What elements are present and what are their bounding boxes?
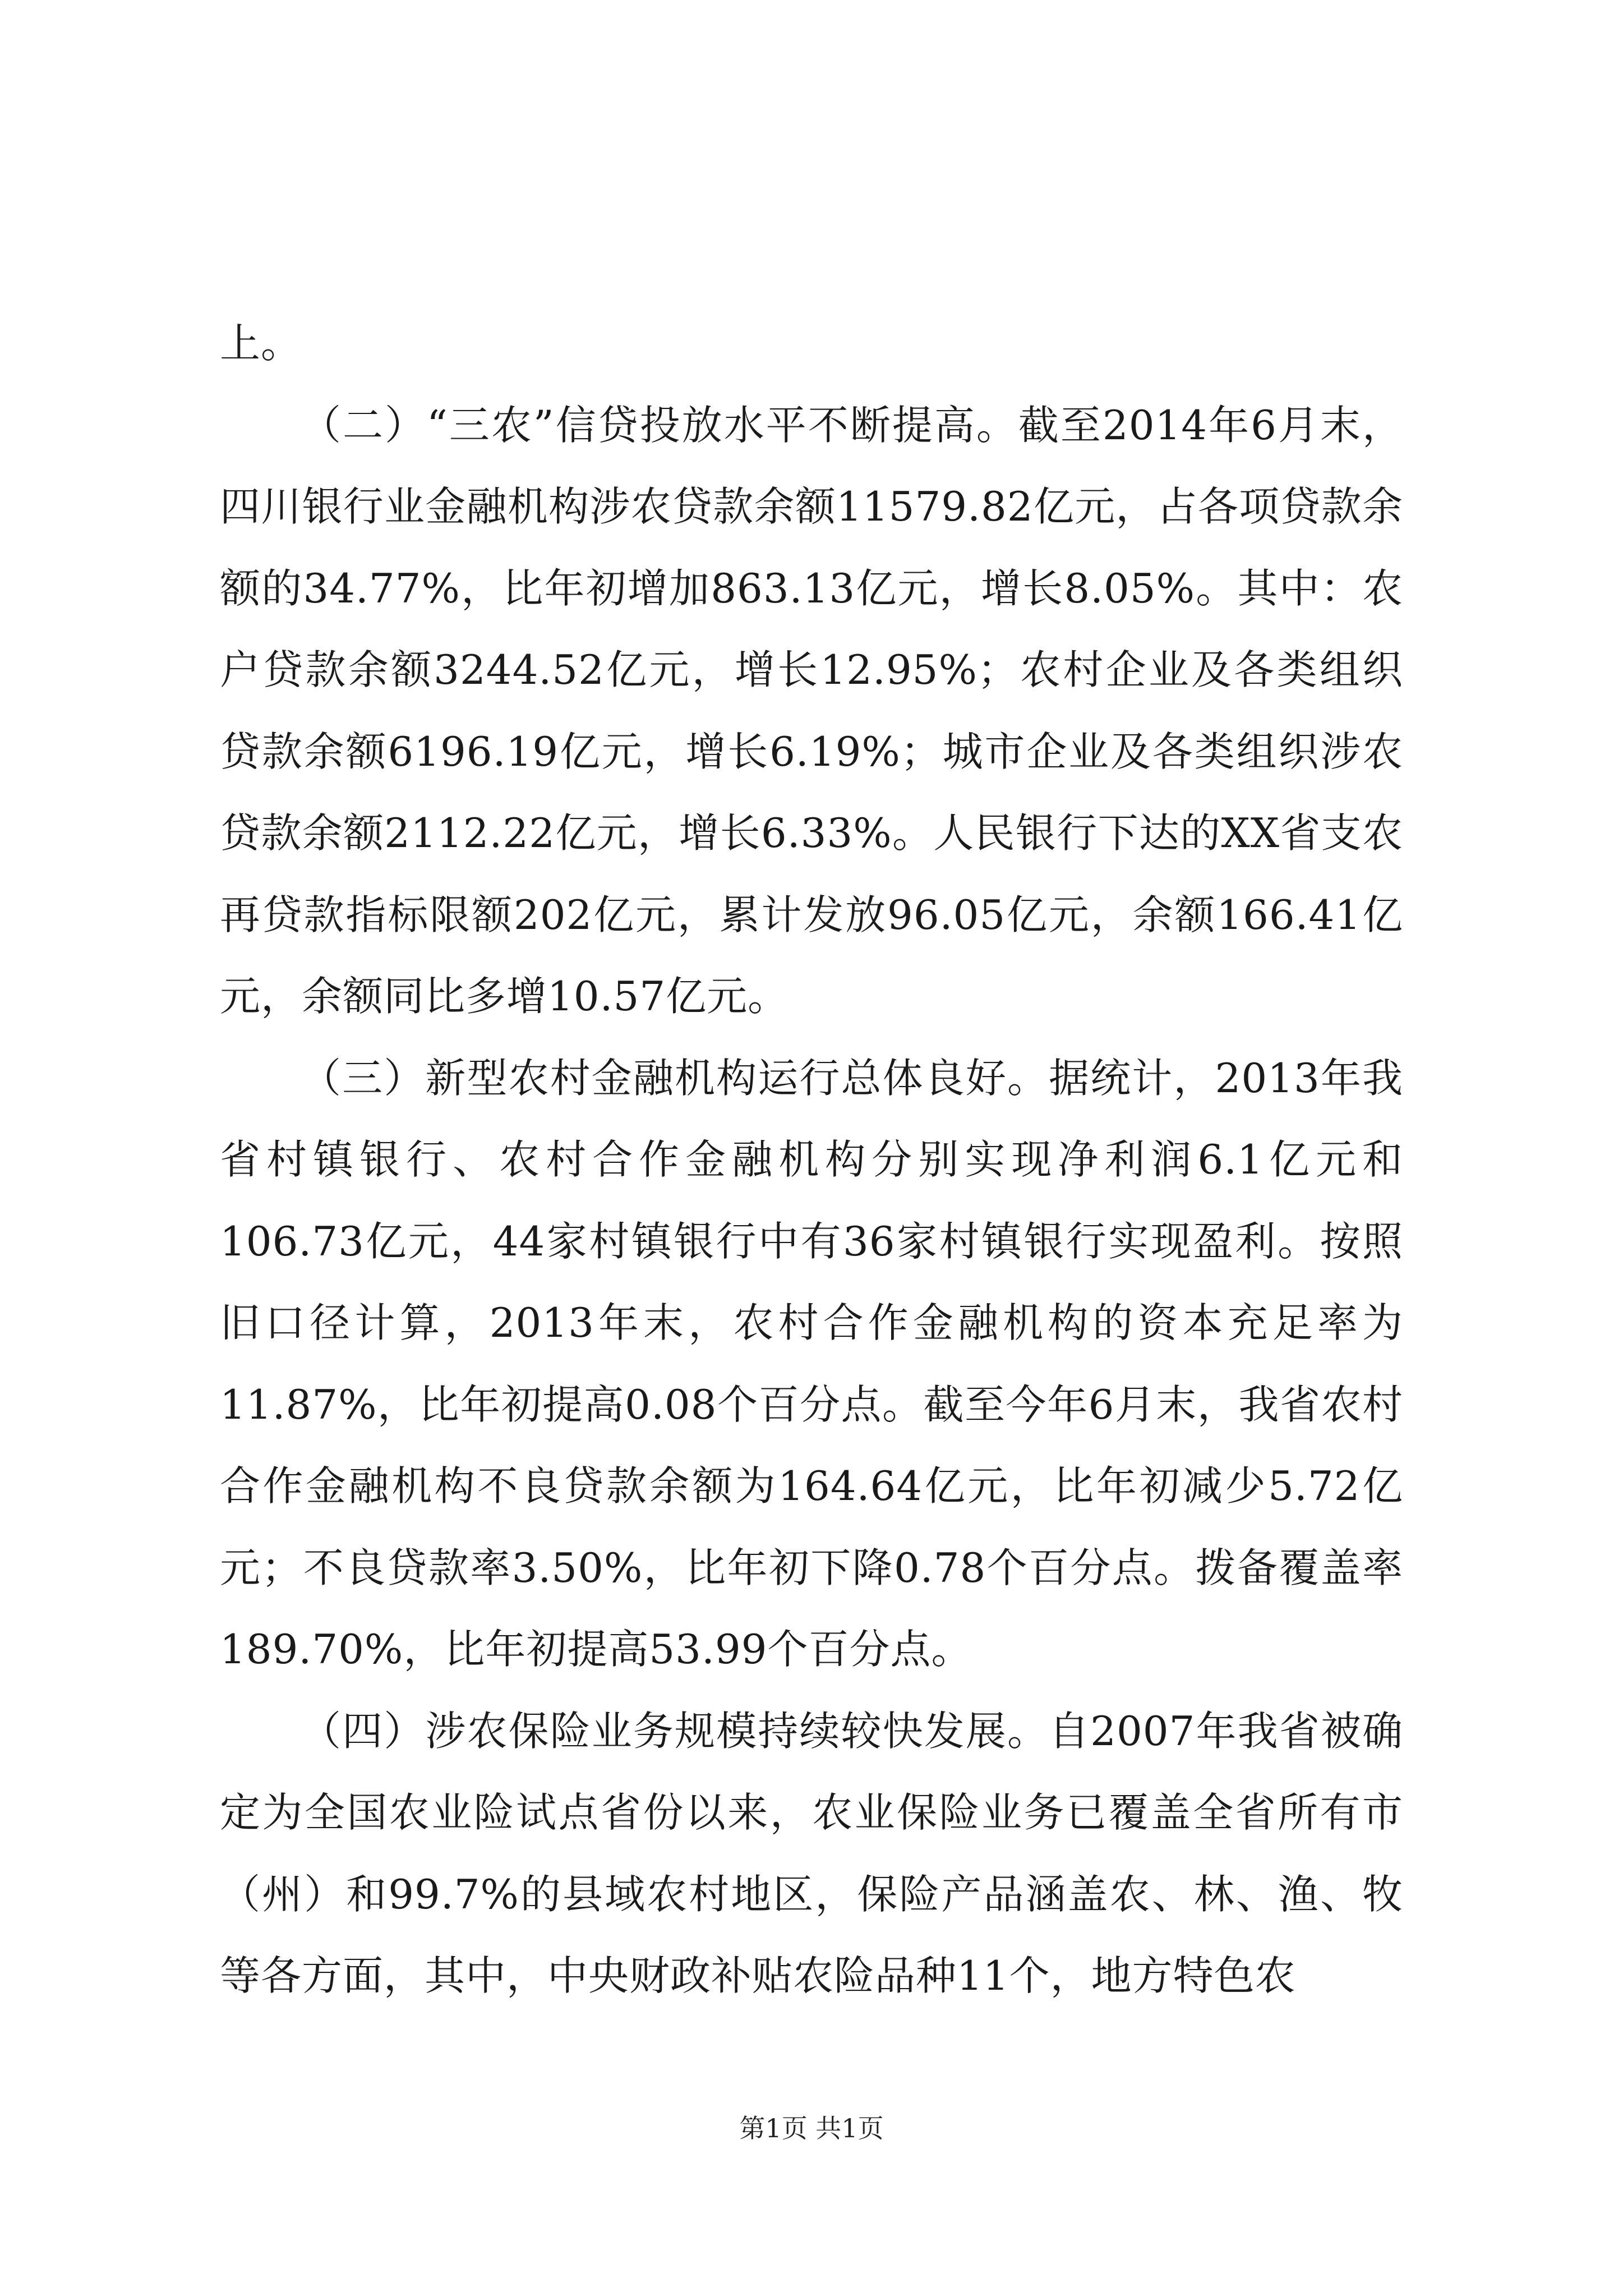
paragraph-agricultural-credit: （二）“三农”信贷投放水平不断提高。截至2014年6月末，四川银行业金融机构涉农贷款余额11579.82亿元，占各项贷款余额的34.77%，比年初增加863.13亿元，增长8.05%。其中：农户贷款余额3244.52亿元，增长12.95%；农村企业及各类组织贷款余额6196.19亿元，增长6.19%；城市企业及各类组织涉农贷款余额2112.22亿元，增长6.33%。人民银行下达的XX省支农再贷款指标限额202亿元，累计发放96.05亿元，余额166.41亿元，余额同比多增10.57亿元。	[220, 401, 1403, 1020]
page-footer: 第1页 共1页	[739, 2113, 884, 2143]
paragraph-agricultural-insurance: （四）涉农保险业务规模持续较快发展。自2007年我省被确定为全国农业险试点省份以来，农业保险业务已覆盖全省所有市（州）和99.7%的县域农村地区，保险产品涵盖农、林、渔、牧等各方面，其中，中央财政补贴农险品种11个，地方特色农	[220, 1707, 1403, 1999]
document-body	[220, 303, 1403, 2017]
paragraph-continuation: 上。	[220, 320, 302, 367]
paragraph-rural-financial-institutions: （三）新型农村金融机构运行总体良好。据统计，2013年我省村镇银行、农村合作金融机构分别实现净利润6.1亿元和106.73亿元，44家村镇银行中有36家村镇银行实现盈利。按照旧口径计算，2013年末，农村合作金融机构的资本充足率为11.87%，比年初提高0.08个百分点。截至今年6月末，我省农村合作金融机构不良贷款余额为164.64亿元，比年初减少5.72亿元；不良贷款率3.50%，比年初下降0.78个百分点。拨备覆盖率189.70%，比年初提高53.99个百分点。	[220, 1054, 1403, 1673]
